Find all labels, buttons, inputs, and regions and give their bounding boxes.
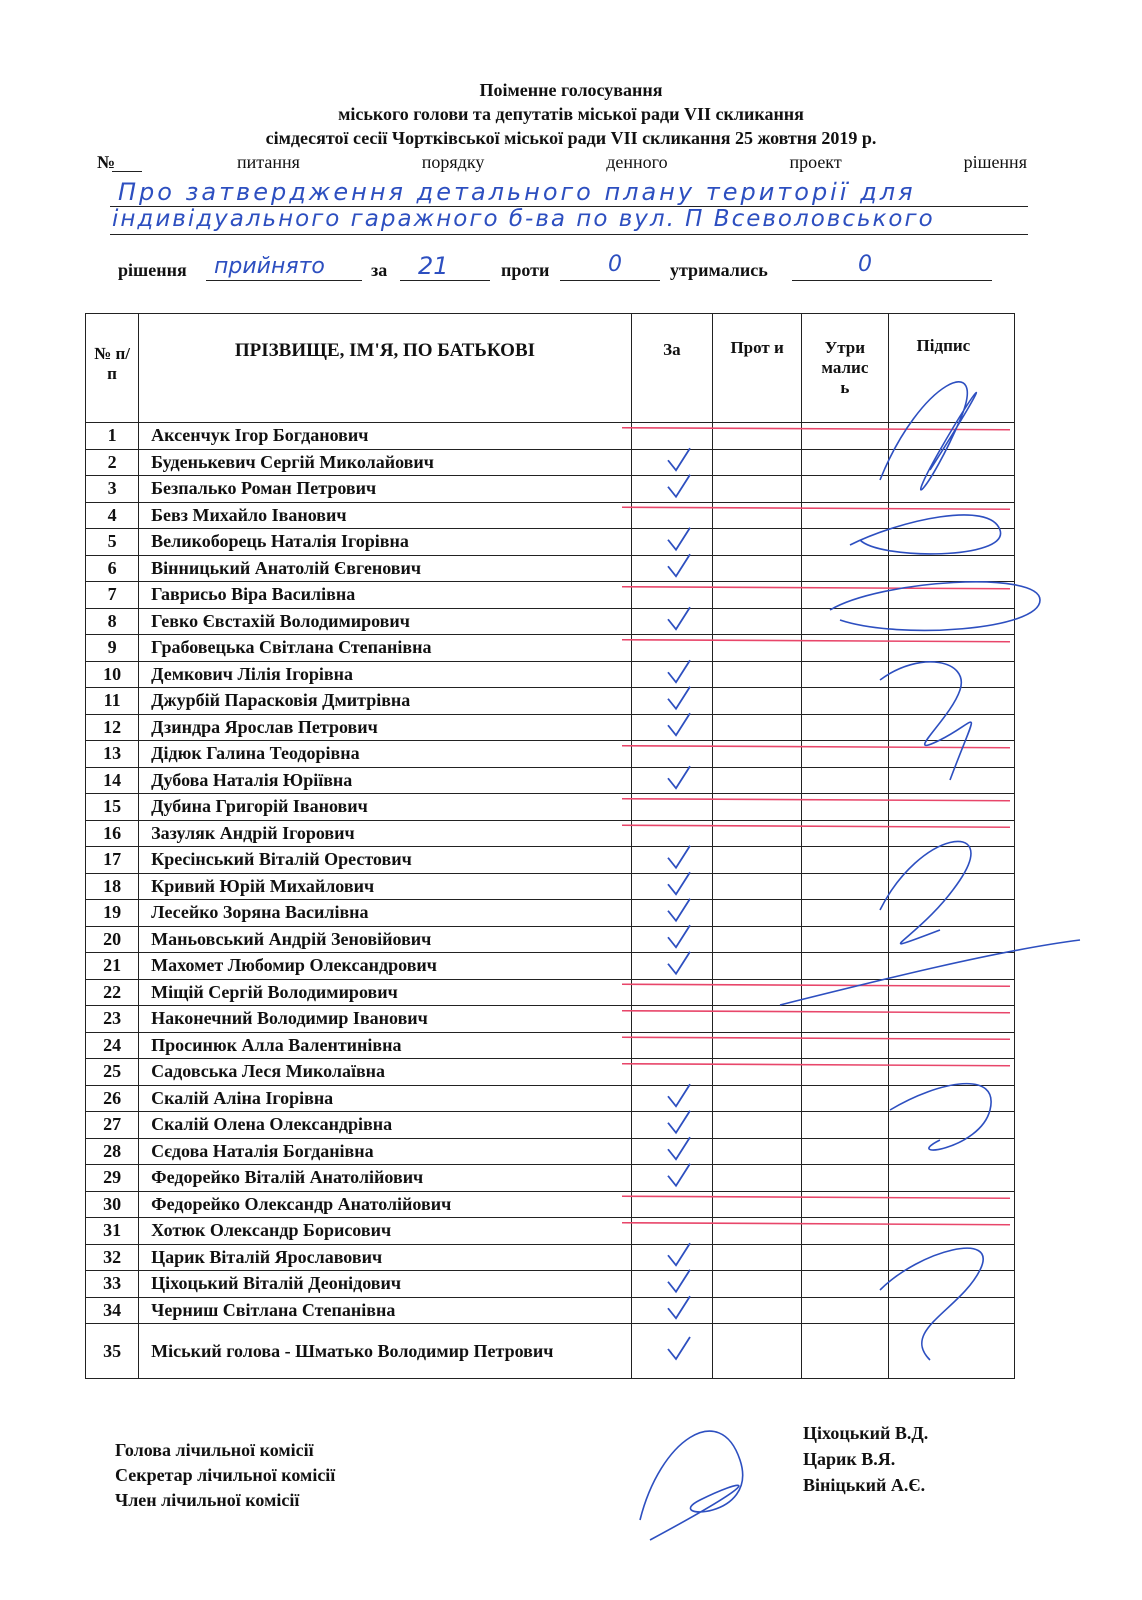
- row-number: 4: [86, 502, 139, 529]
- row-name: Дідюк Галина Теодорівна: [139, 741, 632, 768]
- signature-scribble: [880, 382, 976, 490]
- vote-check-mark: [668, 713, 690, 735]
- absent-strike-line: [622, 746, 1010, 748]
- vote-check-mark: [668, 660, 690, 682]
- row-number: 35: [86, 1324, 139, 1379]
- vote-check-mark: [668, 1164, 690, 1186]
- col-header-abstain: Утри малис ь: [802, 314, 888, 423]
- row-name: Бевз Михайло Іванович: [139, 502, 632, 529]
- row-name: Міщій Сергій Володимирович: [139, 979, 632, 1006]
- absent-strike-line: [622, 1196, 1010, 1198]
- row-name: Наконечний Володимир Іванович: [139, 1006, 632, 1033]
- row-number: 19: [86, 900, 139, 927]
- doc-subtitle-2: сімдесятої сесії Чортківської міської ради VII скликання 25 жовтня 2019 р.: [265, 128, 877, 148]
- absent-strike-line: [622, 825, 1010, 827]
- against-value: 0: [608, 252, 622, 277]
- row-name: Безпалько Роман Петрович: [139, 476, 632, 503]
- handwritten-question-2: індивідуального гаражного б-ва по вул. П Всеволовського: [112, 206, 935, 232]
- absent-strike-line: [622, 507, 1010, 509]
- row-number: 17: [86, 847, 139, 874]
- row-number: 24: [86, 1032, 139, 1059]
- row-name: Дзиндра Ярослав Петрович: [139, 714, 632, 741]
- handwritten-question-1: Про затвердження детального плану території для: [118, 178, 916, 206]
- row-number: 20: [86, 926, 139, 953]
- footer-name-secretary: Царик В.Я.: [803, 1449, 896, 1469]
- row-name: Дубова Наталія Юріївна: [139, 767, 632, 794]
- row-name: Кресінський Віталій Орестович: [139, 847, 632, 874]
- row-number: 23: [86, 1006, 139, 1033]
- vote-check-mark: [668, 899, 690, 921]
- row-number: 5: [86, 529, 139, 556]
- row-name: Аксенчук Ігор Богданович: [139, 423, 632, 450]
- vote-check-mark: [668, 1270, 690, 1292]
- row-name: Буденькевич Сергій Миколайович: [139, 449, 632, 476]
- row-number: 3: [86, 476, 139, 503]
- row-name: Дубина Григорій Іванович: [139, 794, 632, 821]
- row-number: 33: [86, 1271, 139, 1298]
- absent-strike-line: [622, 1223, 1010, 1225]
- row-number: 32: [86, 1244, 139, 1271]
- row-number: 34: [86, 1297, 139, 1324]
- footer-name-member: Вініцький А.Є.: [803, 1475, 926, 1495]
- row-name: Демкович Лілія Ігорівна: [139, 661, 632, 688]
- row-number: 2: [86, 449, 139, 476]
- row-name: Зазуляк Андрій Ігорович: [139, 820, 632, 847]
- row-number: 11: [86, 688, 139, 715]
- absent-strike-line: [622, 984, 1010, 986]
- row-name: Ціхоцький Віталій Деонідович: [139, 1271, 632, 1298]
- footer-role-secretary: Секретар лічильної комісії: [115, 1465, 336, 1485]
- absent-strike-line: [622, 1037, 1010, 1039]
- row-name: Просинюк Алла Валентинівна: [139, 1032, 632, 1059]
- absent-strike-line: [622, 799, 1010, 801]
- decision-label: рішення: [118, 260, 187, 280]
- row-name: Царик Віталій Ярославович: [139, 1244, 632, 1271]
- row-name: Гаврисьо Віра Василівна: [139, 582, 632, 609]
- row-number: 27: [86, 1112, 139, 1139]
- word-draft: проект: [789, 152, 842, 172]
- decision-value: прийнято: [214, 254, 325, 279]
- row-number: 16: [86, 820, 139, 847]
- row-name: Скалій Аліна Ігорівна: [139, 1085, 632, 1112]
- signature-scribbles: [640, 382, 1080, 1540]
- row-name: Скалій Олена Олександрівна: [139, 1112, 632, 1139]
- row-number: 15: [86, 794, 139, 821]
- vote-check-mark: [668, 1337, 690, 1359]
- word-decision: рішення: [963, 152, 1027, 172]
- row-number: 8: [86, 608, 139, 635]
- row-name: Федорейко Олександр Анатолійович: [139, 1191, 632, 1218]
- row-name: Грабовецька Світлана Степанівна: [139, 635, 632, 662]
- row-number: 30: [86, 1191, 139, 1218]
- number-label: №: [97, 152, 116, 172]
- word-question: питання: [236, 152, 300, 172]
- against-label: проти: [501, 260, 550, 280]
- row-name: Міський голова - Шматько Володимир Петрович: [139, 1324, 632, 1379]
- vote-check-mark: [668, 554, 690, 576]
- row-name: Лесейко Зоряна Василівна: [139, 900, 632, 927]
- row-name: Кривий Юрій Михайлович: [139, 873, 632, 900]
- row-number: 22: [86, 979, 139, 1006]
- vote-check-mark: [668, 687, 690, 709]
- absent-strike-line: [622, 640, 1010, 642]
- vote-check-mark: [668, 952, 690, 974]
- vote-check-mark: [668, 925, 690, 947]
- row-number: 9: [86, 635, 139, 662]
- vote-check-mark: [668, 872, 690, 894]
- footer-role-member: Член лічильної комісії: [115, 1490, 300, 1510]
- row-number: 25: [86, 1059, 139, 1086]
- row-name: Маньовський Андрій Зеновійович: [139, 926, 632, 953]
- vote-check-mark: [668, 1296, 690, 1318]
- row-number: 6: [86, 555, 139, 582]
- col-header-against: Прот и: [712, 314, 801, 423]
- signature-scribble: [880, 662, 971, 780]
- abstained-label: утримались: [670, 260, 768, 280]
- row-name: Садовська Леся Миколаївна: [139, 1059, 632, 1086]
- signature-scribble: [890, 1084, 991, 1150]
- row-number: 7: [86, 582, 139, 609]
- signature-scribble: [780, 940, 1080, 1005]
- row-number: 28: [86, 1138, 139, 1165]
- vote-check-mark: [668, 1111, 690, 1133]
- signature-scribble: [880, 841, 971, 943]
- vote-check-mark: [668, 766, 690, 788]
- row-number: 14: [86, 767, 139, 794]
- absent-strike-line: [622, 1011, 1010, 1013]
- vote-check-mark: [668, 448, 690, 470]
- row-name: Сєдова Наталія Богданівна: [139, 1138, 632, 1165]
- signature-scribble: [640, 1431, 743, 1540]
- row-name: Гевко Євстахій Володимирович: [139, 608, 632, 635]
- word-day: денного: [606, 152, 668, 172]
- signature-scribble: [850, 515, 1001, 554]
- vote-check-mark: [668, 846, 690, 868]
- row-name: Великоборець Наталія Ігорівна: [139, 529, 632, 556]
- row-name: Вінницький Анатолій Євгенович: [139, 555, 632, 582]
- row-number: 12: [86, 714, 139, 741]
- row-number: 1: [86, 423, 139, 450]
- absent-strike-line: [622, 1064, 1010, 1066]
- vote-check-mark: [668, 1243, 690, 1265]
- row-number: 10: [86, 661, 139, 688]
- for-label: за: [371, 260, 388, 280]
- vote-check-mark: [668, 528, 690, 550]
- row-name: Черниш Світлана Степанівна: [139, 1297, 632, 1324]
- vote-check-mark: [668, 1137, 690, 1159]
- col-header-num: № п/п: [86, 314, 139, 423]
- vote-check-mark: [668, 607, 690, 629]
- absent-strike-line: [622, 587, 1010, 589]
- word-order: порядку: [421, 152, 485, 172]
- row-name: Джурбій Парасковія Дмитрівна: [139, 688, 632, 715]
- abstained-value: 0: [858, 252, 872, 277]
- row-number: 13: [86, 741, 139, 768]
- row-name: Федорейко Віталій Анатолійович: [139, 1165, 632, 1192]
- row-number: 29: [86, 1165, 139, 1192]
- col-header-sign: Підпис: [888, 314, 1014, 423]
- vote-check-mark: [668, 475, 690, 497]
- signature-scribble: [880, 1248, 983, 1360]
- footer-role-chairman: Голова лічильної комісії: [115, 1440, 314, 1460]
- row-number: 18: [86, 873, 139, 900]
- col-header-for: За: [631, 314, 712, 423]
- row-number: 21: [86, 953, 139, 980]
- row-number: 26: [86, 1085, 139, 1112]
- row-number: 31: [86, 1218, 139, 1245]
- for-value: 21: [418, 252, 449, 280]
- doc-subtitle-1: міського голови та депутатів міської ради VII скликання: [338, 104, 804, 124]
- doc-title: Поіменне голосування: [479, 80, 663, 100]
- footer-name-chairman: Ціхоцький В.Д.: [803, 1423, 929, 1443]
- row-name: Хотюк Олександр Борисович: [139, 1218, 632, 1245]
- col-header-name: ПРІЗВИЩЕ, ІМ'Я, ПО БАТЬКОВІ: [139, 314, 632, 423]
- row-name: Махомет Любомир Олександрович: [139, 953, 632, 980]
- vote-check-mark: [668, 1084, 690, 1106]
